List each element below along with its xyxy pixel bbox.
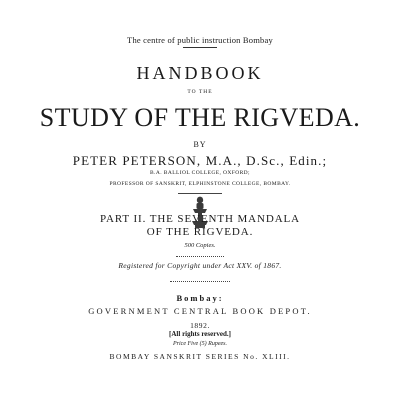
book-heading: HANDBOOK (136, 63, 264, 83)
author-position: PROFESSOR OF SANSKRIT, ELPHINSTONE COLLEGE, BOMBAY. (109, 181, 291, 187)
imprint-city: Bombay: (176, 293, 224, 303)
by-label: BY (193, 140, 207, 149)
series-number: BOMBAY SANSKRIT SERIES No. XLIII. (109, 352, 291, 361)
copyright-notice: Registered for Copyright under Act XXV. of 1867. (118, 261, 282, 270)
stamp-underline (183, 47, 217, 48)
to-the-label: TO THE (187, 89, 213, 95)
publication-year: 1892. (190, 321, 210, 330)
book-title: STUDY OF THE RIGVEDA. (39, 103, 361, 132)
ownership-stamp: The centre of public instruction Bombay (127, 35, 273, 45)
divider-rule-dotted (176, 256, 224, 257)
part-heading-line-2: OF THE RIGVEDA. (146, 226, 254, 238)
author-degree: B.A. BALLIOL COLLEGE, OXFORD; (149, 170, 250, 176)
divider-rule-dotted-2 (170, 281, 230, 282)
copies-note: 500 Copies. (184, 242, 216, 249)
author-name: PETER PETERSON, M.A., D.Sc., Edin.; (72, 153, 328, 168)
price-note: Price Five (5) Rupees. (173, 341, 227, 347)
rights-notice: [All rights reserved.] (169, 330, 231, 338)
divider-rule (178, 193, 222, 194)
publisher-name: GOVERNMENT CENTRAL BOOK DEPOT. (88, 306, 312, 316)
part-heading-line-1: PART II. THE SEVENTH MANDALA (99, 213, 301, 225)
